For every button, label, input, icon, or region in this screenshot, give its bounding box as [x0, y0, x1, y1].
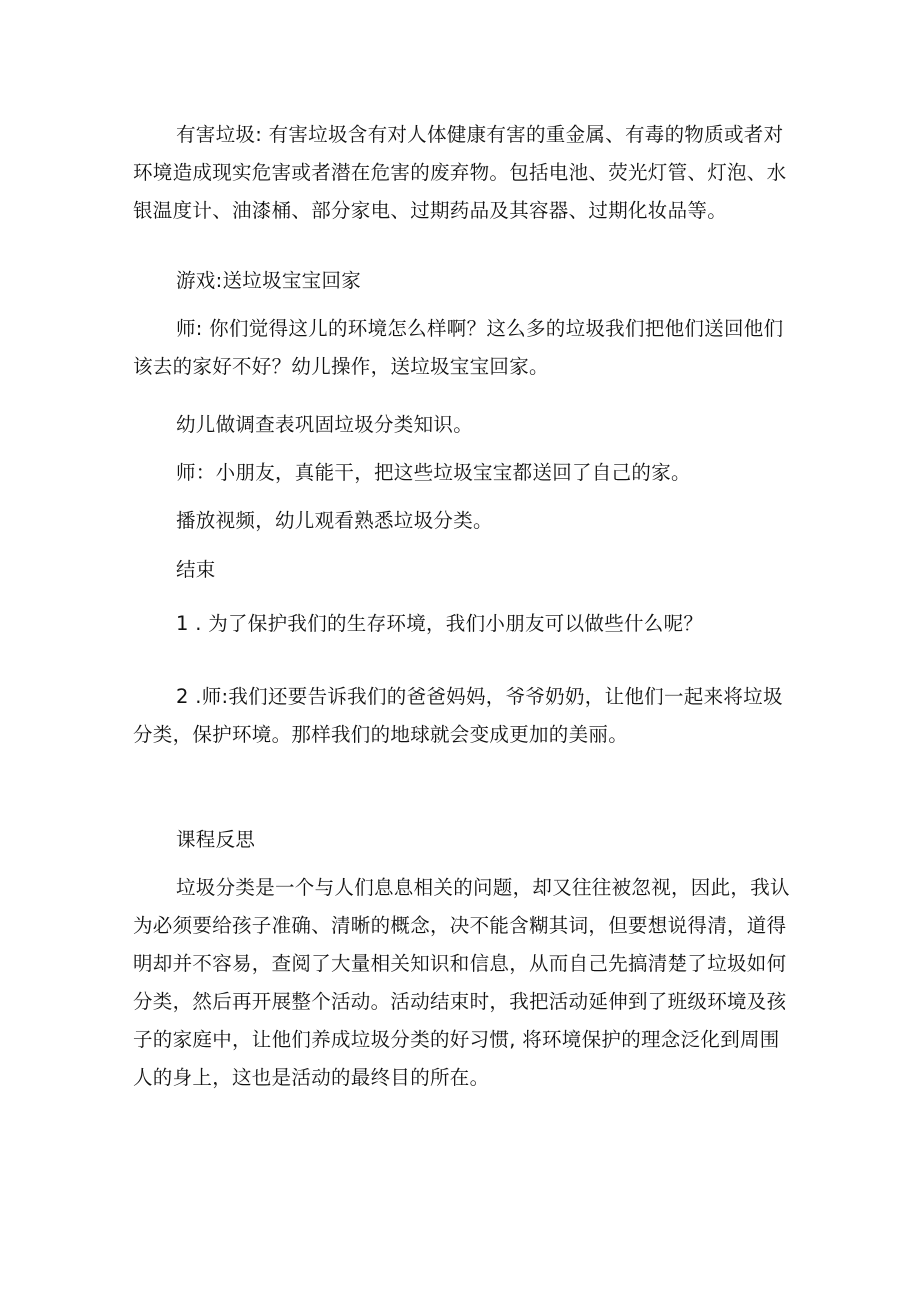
- reflection-heading: 课程反思: [176, 828, 256, 851]
- ending-item-1: 1 . 为了保护我们的生存环境，我们小朋友可以做些什么呢？: [176, 612, 704, 635]
- game-title: 游戏:送垃圾宝宝回家: [176, 269, 362, 292]
- ending-item-2: 2 .师:我们还要告诉我们的爸爸妈妈，爷爷奶奶，让他们一起来将垃圾分类，保护环境。那样我们的地球就会变成更加的美丽。: [133, 685, 783, 746]
- ending-heading: 结束: [176, 558, 216, 581]
- teacher-praise-line: 师：小朋友，真能干，把这些垃圾宝宝都送回了自己的家。: [176, 461, 691, 484]
- hazardous-waste-paragraph: 有害垃圾: 有害垃圾含有对人体健康有害的重金属、有毒的物质或者对环境造成现实危害或者潜在危害的废弃物。包括电池、荧光灯管、灯泡、水银温度计、油漆桶、部分家电、过期药品及其容器、过期化妆品等。: [133, 123, 787, 222]
- video-line: 播放视频，幼儿观看熟悉垃圾分类。: [176, 509, 493, 532]
- teacher-question-paragraph: 师: 你们觉得这儿的环境怎么样啊？这么多的垃圾我们把他们送回他们该去的家好不好？幼儿操作，送垃圾宝宝回家。: [133, 317, 784, 378]
- reflection-body: 垃圾分类是一个与人们息息相关的问题，却又往往被忽视，因此，我认为必须要给孩子准确、清晰的概念，决不能含糊其词，但要想说得清，道得明却并不容易，查阅了大量相关知识和信息，从而自己先搞清楚了垃圾如何分类，然后再开展整个活动。活动结束时，我把活动延伸到了班级环境及孩子的家庭中，让他们养成垃圾分类的好习惯, 将环境保护的理念泛化到周围人的身上，这也是活动的最终目的所在。: [133, 876, 790, 1089]
- survey-line: 幼儿做调查表巩固垃圾分类知识。: [176, 413, 474, 436]
